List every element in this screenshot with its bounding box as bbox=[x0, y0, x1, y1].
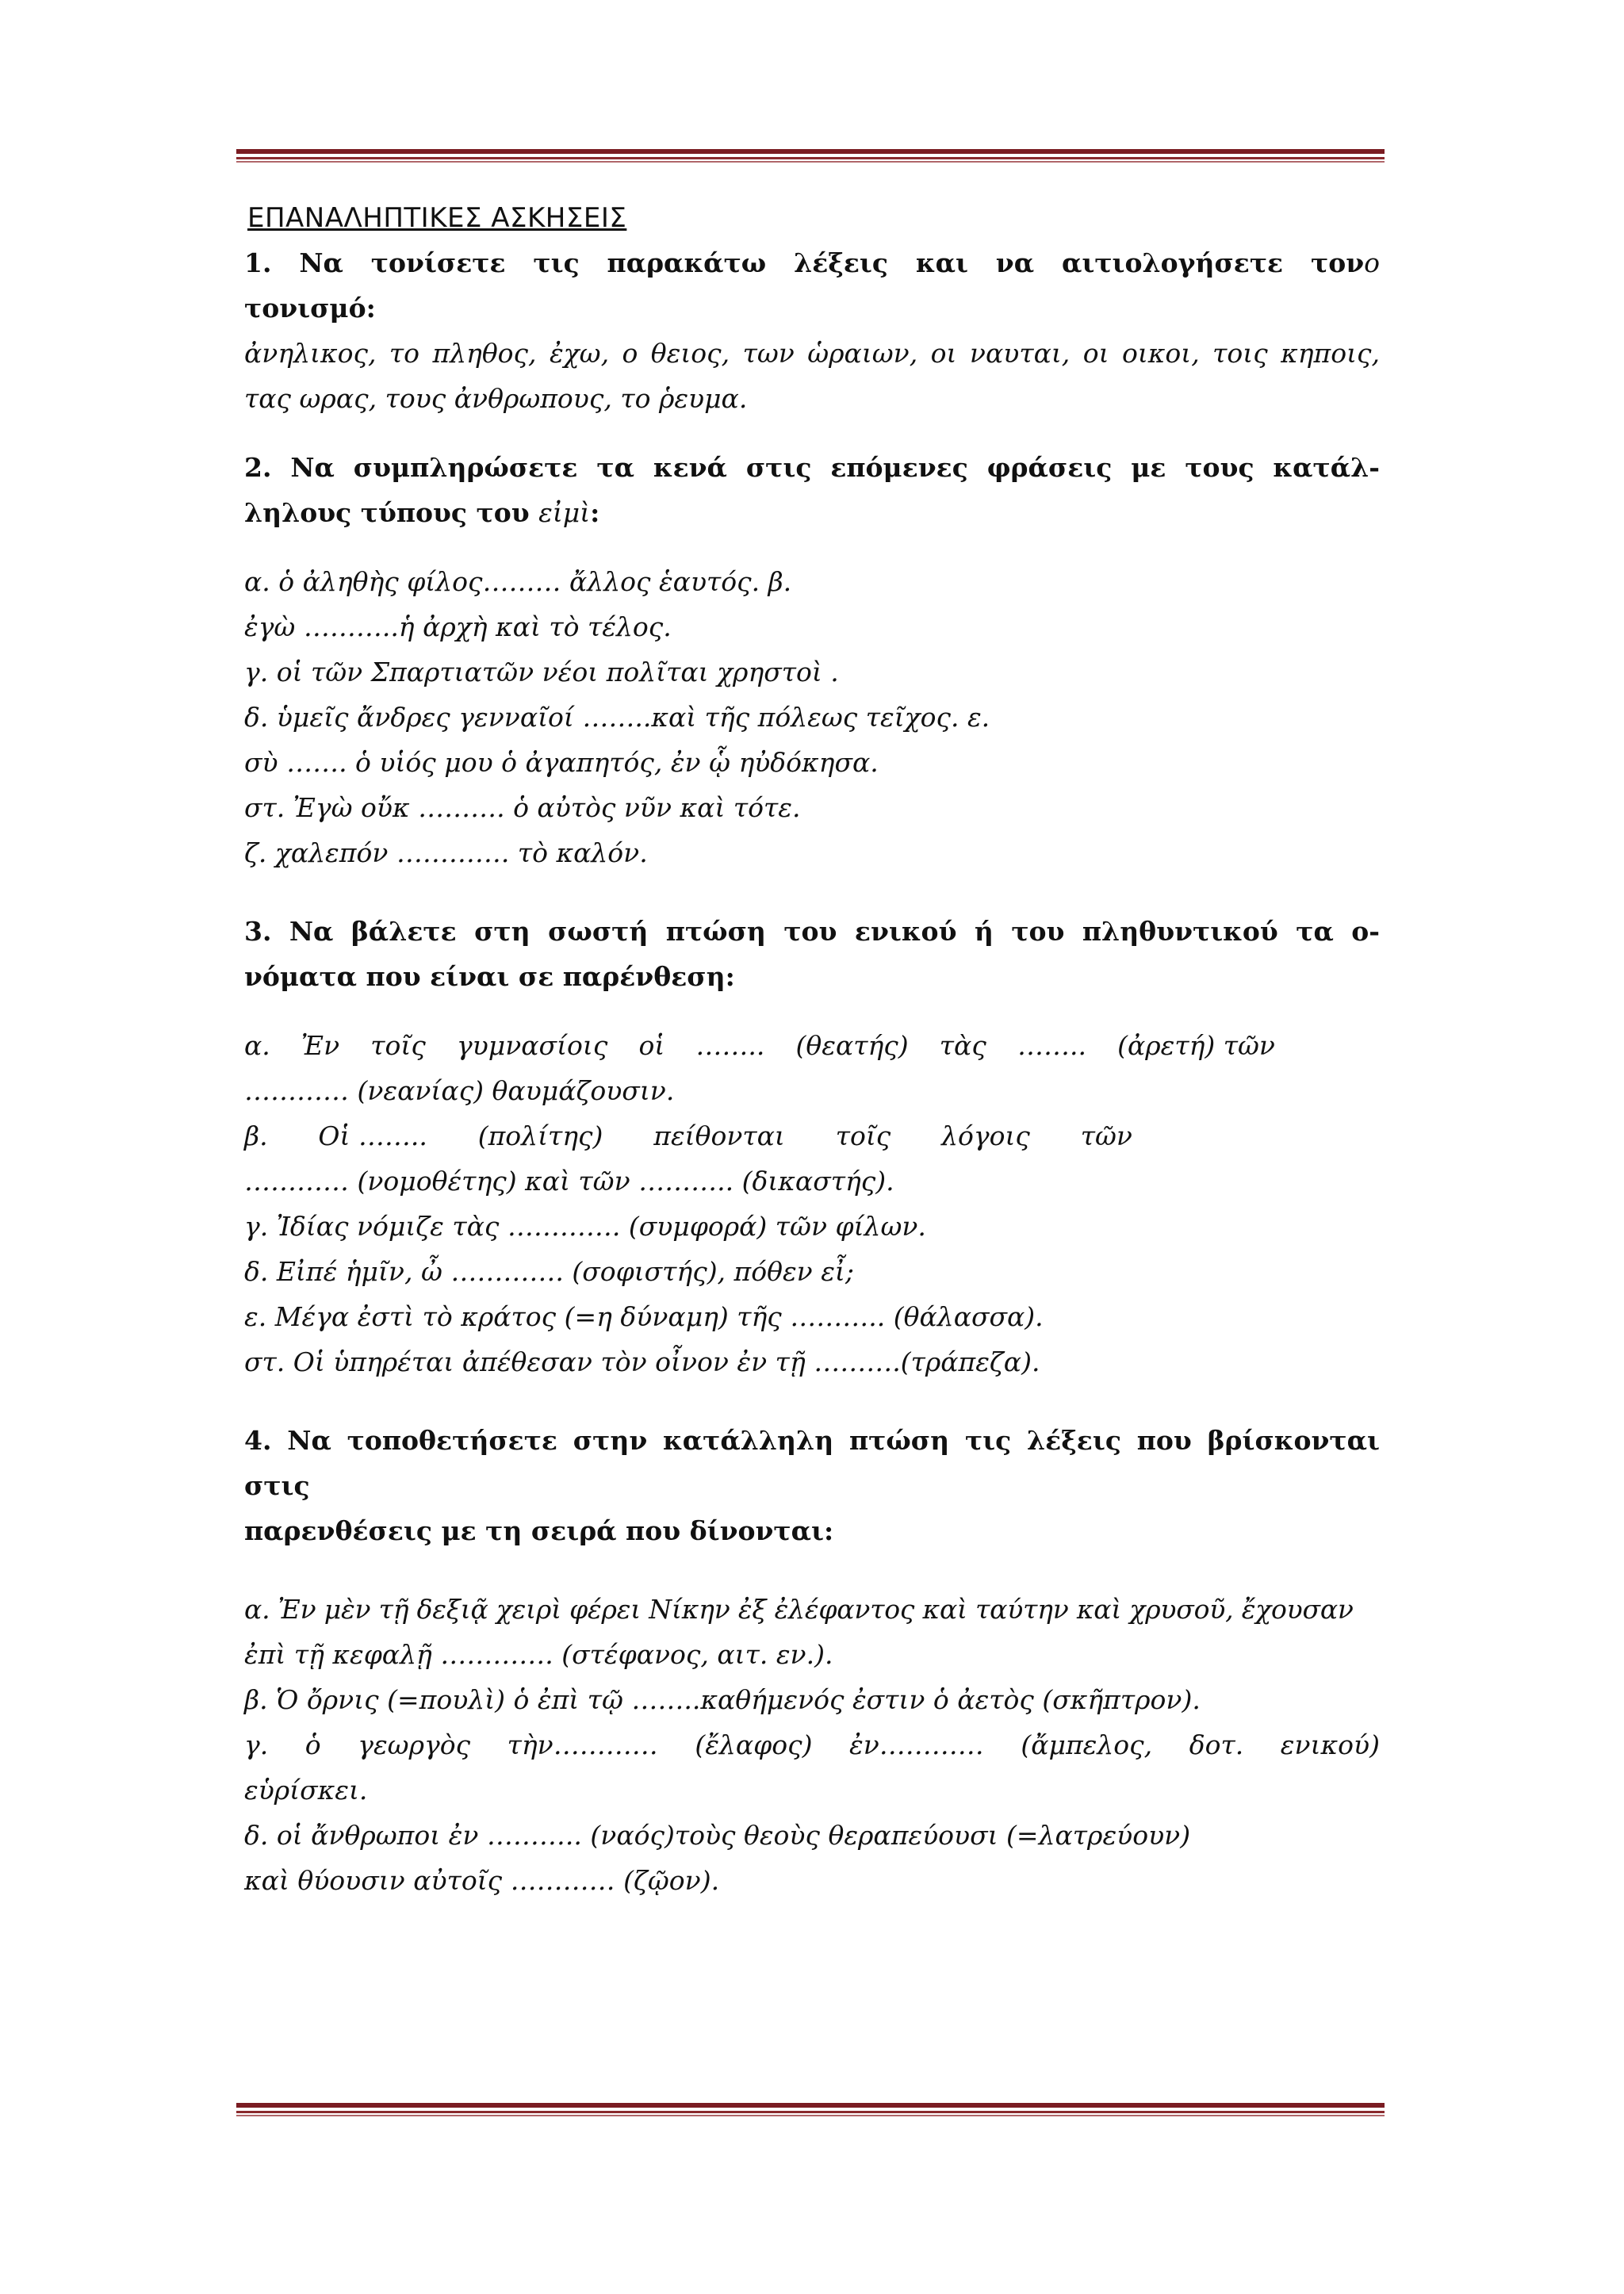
exercise-4-line-a: α. Ἐν μὲν τῇ δεξιᾷ χειρὶ φέρει Νίκην ἐξ ἐλέφαντος καὶ ταύτην καὶ χρυσοῦ, ἔχουσαν bbox=[244, 1594, 1354, 1625]
exercise-2-question-colon: : bbox=[590, 497, 600, 528]
word: (ἀρετή) τῶν bbox=[1117, 1030, 1275, 1061]
exercise-1-question: 1. Να τονίσετε τις παρακάτω λέξεις και να αιτιολογήσετε τον τονισμό: bbox=[244, 247, 1365, 324]
exercise-4-lines bbox=[244, 1587, 1380, 1903]
exercise-4-question bbox=[244, 1418, 1380, 1553]
word: γυμνασίοις bbox=[456, 1030, 608, 1061]
word: ενικού) bbox=[1280, 1729, 1380, 1760]
exercise-2-question-word: εἰμὶ bbox=[538, 497, 591, 528]
exercise-3-question-line-2: νόματα που είναι σε παρένθεση: bbox=[244, 961, 735, 992]
word: πείθονται bbox=[653, 1120, 785, 1151]
blank: …….. bbox=[1017, 1030, 1086, 1061]
word: τὰς bbox=[939, 1030, 986, 1061]
exercise-2-line: γ. οἱ τῶν Σπαρτιατῶν νέοι πολῖται χρηστοὶ . bbox=[244, 657, 839, 687]
word: (ἄμπελος, bbox=[1021, 1729, 1153, 1760]
exercise-2-line: δ. ὑμεῖς ἄνδρες γενναῖοί ……..καὶ τῆς πόλεως τεῖχος. ε. bbox=[244, 702, 990, 733]
exercise-3-line-b bbox=[244, 1113, 1132, 1158]
exercise-2-question-line-2: ληλους τύπους του bbox=[244, 497, 530, 528]
exercise-2-line: ζ. χαλεπόν …………. τὸ καλόν. bbox=[244, 837, 648, 868]
exercise-3-line: γ. Ἰδίας νόμιζε τὰς …………. (συμφορά) τῶν φίλων. bbox=[244, 1211, 926, 1242]
exercise-2-line: στ. Ἐγὼ οὔκ ………. ὁ αὐτὸς νῦν καὶ τότε. bbox=[244, 792, 801, 823]
worksheet-body bbox=[244, 202, 1380, 1903]
page-title: ΕΠΑΝΑΛΗΠΤΙΚΕΣ ΑΣΚΗΣΕΙΣ bbox=[247, 202, 627, 234]
exercise-4-line-c bbox=[244, 1722, 1380, 1767]
exercise-4-line-d-cont: καὶ θύουσιν αὐτοῖς ………… (ζῷον). bbox=[244, 1865, 720, 1896]
word: γ. bbox=[244, 1729, 269, 1760]
exercise-3-line: στ. Οἱ ὑπηρέται ἀπέθεσαν τὸν οἶνον ἐν τῇ ……….(τράπεζα). bbox=[244, 1346, 1040, 1377]
exercise-1-words-start: ο bbox=[1364, 247, 1380, 278]
word: τοῖς bbox=[370, 1030, 426, 1061]
exercise-2-question-line-1: 2. Να συμπληρώσετε τα κενά στις επόμενες φράσεις με τους κατάλ- bbox=[244, 452, 1380, 483]
word: α. bbox=[244, 1030, 270, 1061]
exercise-2-line: ἐγὼ ………..ἡ ἀρχὴ καὶ τὸ τέλος. bbox=[244, 611, 672, 642]
word: δοτ. bbox=[1189, 1729, 1244, 1760]
exercise-2-line: σὺ ……. ὁ υἱός μου ὁ ἀγαπητός, ἐν ᾧ ηὐδόκησα. bbox=[244, 747, 879, 778]
exercise-1-words-line-3: τας ωρας, τους ἀνθρωπους, το ῥευμα. bbox=[244, 383, 748, 414]
exercise-1-words-line-2: ἀνηλικος, το πληθος, ἐχω, ο θειος, των ὡραιων, οι ναυται, οι οικοι, τοις κηποις, bbox=[244, 338, 1380, 369]
word: ἐν………… bbox=[849, 1729, 984, 1760]
exercise-3-line: δ. Εἰπέ ἡμῖν, ὦ …………. (σοφιστής), πόθεν εἶ; bbox=[244, 1256, 854, 1287]
word: οἱ bbox=[638, 1030, 665, 1061]
word: (πολίτης) bbox=[477, 1120, 603, 1151]
exercise-3-question-line-1: 3. Να βάλετε στη σωστή πτώση του ενικού ή του πληθυντικού τα ο- bbox=[244, 916, 1380, 947]
exercise-4-line-b: β. Ὁ ὄρνις (=πουλὶ) ὁ ἐπὶ τῷ ……..καθήμενός ἐστιν ὁ ἀετὸς (σκῆπτρον). bbox=[244, 1684, 1201, 1715]
exercise-3-question bbox=[244, 909, 1380, 999]
exercise-3-line-a bbox=[244, 1023, 1275, 1068]
word: λόγοις bbox=[941, 1120, 1030, 1151]
word: τὴν………… bbox=[507, 1729, 658, 1760]
exercise-3-lines bbox=[244, 1023, 1380, 1384]
word: (ἔλαφος) bbox=[695, 1729, 813, 1760]
exercise-4-question-line-2: παρενθέσεις με τη σειρά που δίνονται: bbox=[244, 1515, 834, 1546]
word: (θεατής) bbox=[795, 1030, 909, 1061]
exercise-4-line-c-cont: εὑρίσκει. bbox=[244, 1775, 368, 1806]
blank: …….. bbox=[695, 1030, 765, 1061]
exercise-1 bbox=[244, 240, 1380, 421]
word: γεωργὸς bbox=[358, 1729, 471, 1760]
word: β. bbox=[244, 1120, 268, 1151]
exercise-2-line: α. ὁ ἀληθὴς φίλος……… ἄλλος ἑαυτός. β. bbox=[244, 566, 792, 597]
exercise-4-line-d: δ. οἱ ἄνθρωποι ἐν ……….. (ναός)τοὺς θεοὺς θεραπεύουσι (=λατρεύουν) bbox=[244, 1820, 1191, 1851]
exercise-2-lines bbox=[244, 559, 1380, 875]
exercise-3-line-b-cont: ………… (νομοθέτης) καὶ τῶν ……….. (δικαστής). bbox=[244, 1166, 894, 1197]
word: ὁ bbox=[304, 1729, 321, 1760]
exercise-4-question-line-1: 4. Να τοποθετήσετε στην κατάλληλη πτώση τις λέξεις που βρίσκονται στις bbox=[244, 1425, 1380, 1501]
header-rule bbox=[236, 149, 1385, 163]
word: Οἱ …….. bbox=[318, 1120, 427, 1151]
exercise-2-question bbox=[244, 445, 1380, 535]
exercise-4-line-a-cont: ἐπὶ τῇ κεφαλῇ …………. (στέφανος, αιτ. εν.). bbox=[244, 1639, 833, 1670]
exercise-3-line-a-cont: ………… (νεανίας) θαυμάζουσιν. bbox=[244, 1075, 675, 1106]
word: τοῖς bbox=[835, 1120, 891, 1151]
word: τῶν bbox=[1080, 1120, 1132, 1151]
exercise-3-line: ε. Μέγα ἐστὶ τὸ κράτος (=η δύναμη) τῆς ……….. (θάλασσα). bbox=[244, 1301, 1044, 1332]
footer-rule bbox=[236, 2103, 1385, 2116]
word: Ἐν bbox=[301, 1030, 340, 1061]
